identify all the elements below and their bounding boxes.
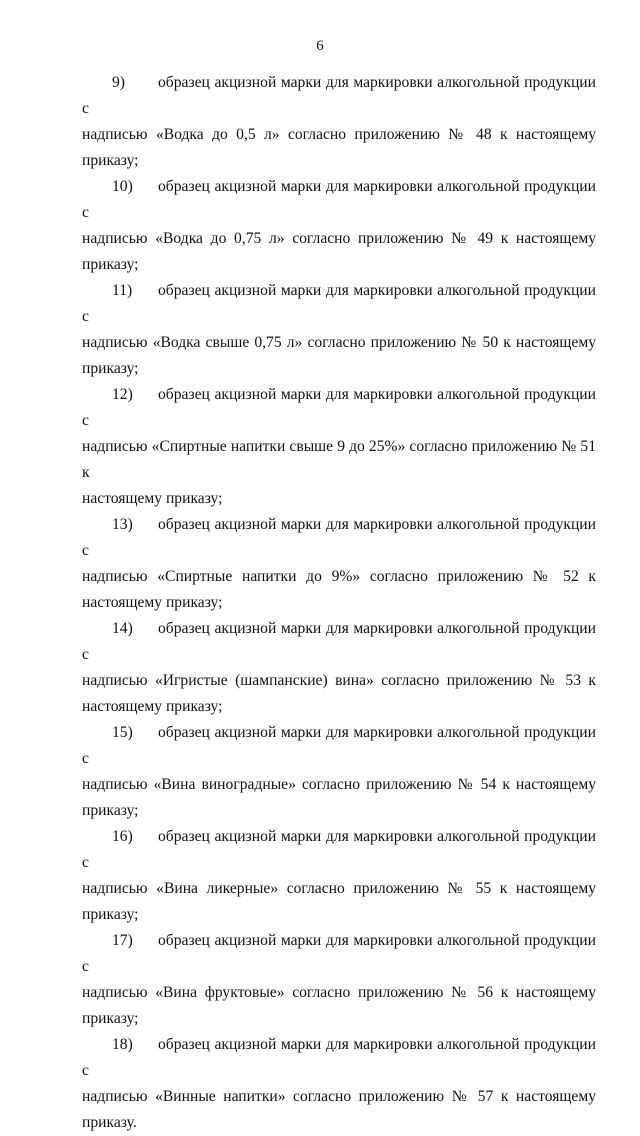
item-first-line [82,928,596,980]
item-text-line: приказу. [82,1114,137,1131]
list-item [82,824,596,928]
item-number: 17) [112,932,133,949]
item-text: образец акцизной марки для маркировки алкогольной продукции с [82,178,596,221]
item-number: 11) [112,282,133,299]
page-number: 6 [316,38,324,54]
item-text: образец акцизной марки для маркировки алкогольной продукции с [82,932,596,975]
item-text-line: настоящему приказу; [82,490,223,507]
list-item [82,1032,596,1136]
item-text-line: надписью «Спиртные напитки до 9%» согласно приложению № 52 к [82,568,596,585]
item-text-line: приказу; [82,1010,139,1027]
item-first-line [82,1032,596,1084]
item-first-line [82,174,596,226]
item-number: 18) [112,1036,133,1053]
item-number: 14) [112,620,133,637]
list-item [82,720,596,824]
item-text-line: надписью «Водка до 0,5 л» согласно приложению № 48 к настоящему приказу; [82,126,596,169]
item-first-line [82,720,596,772]
item-first-line [82,824,596,876]
item-text: образец акцизной марки для маркировки алкогольной продукции с [82,74,596,117]
item-first-line [82,70,596,122]
item-number: 9) [112,74,125,91]
item-text: образец акцизной марки для маркировки алкогольной продукции с [82,282,596,325]
list-item [82,174,596,278]
item-first-line [82,512,596,564]
item-text: образец акцизной марки для маркировки алкогольной продукции с [82,620,596,663]
item-text: образец акцизной марки для маркировки алкогольной продукции с [82,724,596,767]
list-item [82,928,596,1032]
list-item [82,382,596,512]
item-text-line: приказу; [82,802,139,819]
item-text-line: надписью «Вина виноградные» согласно приложению № 54 к настоящему [82,776,596,793]
item-number: 13) [112,516,133,533]
item-text-line: надписью «Водка до 0,75 л» согласно приложению № 49 к настоящему приказу; [82,230,596,273]
item-text-line: приказу; [82,360,139,377]
item-number: 10) [112,178,133,195]
item-first-line [82,616,596,668]
item-text-line: настоящему приказу; [82,698,223,715]
item-first-line [82,278,596,330]
item-text-line: надписью «Игристые (шампанские) вина» согласно приложению № 53 к [82,672,596,689]
item-first-line [82,382,596,434]
item-list [82,70,596,1136]
item-text-line: надписью «Спиртные напитки свыше 9 до 25%» согласно приложению № 51 к [82,438,596,481]
list-item [82,70,596,174]
item-text: образец акцизной марки для маркировки алкогольной продукции с [82,1036,596,1079]
item-text-line: надписью «Винные напитки» согласно приложению № 57 к настоящему [82,1088,596,1105]
item-number: 12) [112,386,133,403]
item-text: образец акцизной марки для маркировки алкогольной продукции с [82,386,596,429]
item-text: образец акцизной марки для маркировки алкогольной продукции с [82,828,596,871]
item-text-line: надписью «Вина фруктовые» согласно приложению № 56 к настоящему [82,984,596,1001]
list-item [82,616,596,720]
item-number: 15) [112,724,133,741]
item-text-line: настоящему приказу; [82,594,223,611]
item-text: образец акцизной марки для маркировки алкогольной продукции с [82,516,596,559]
item-text-line: надписью «Водка свыше 0,75 л» согласно приложению № 50 к настоящему [82,334,596,351]
list-item [82,278,596,382]
list-item [82,512,596,616]
item-text-line: надписью «Вина ликерные» согласно приложению № 55 к настоящему приказу; [82,880,596,923]
item-number: 16) [112,828,133,845]
